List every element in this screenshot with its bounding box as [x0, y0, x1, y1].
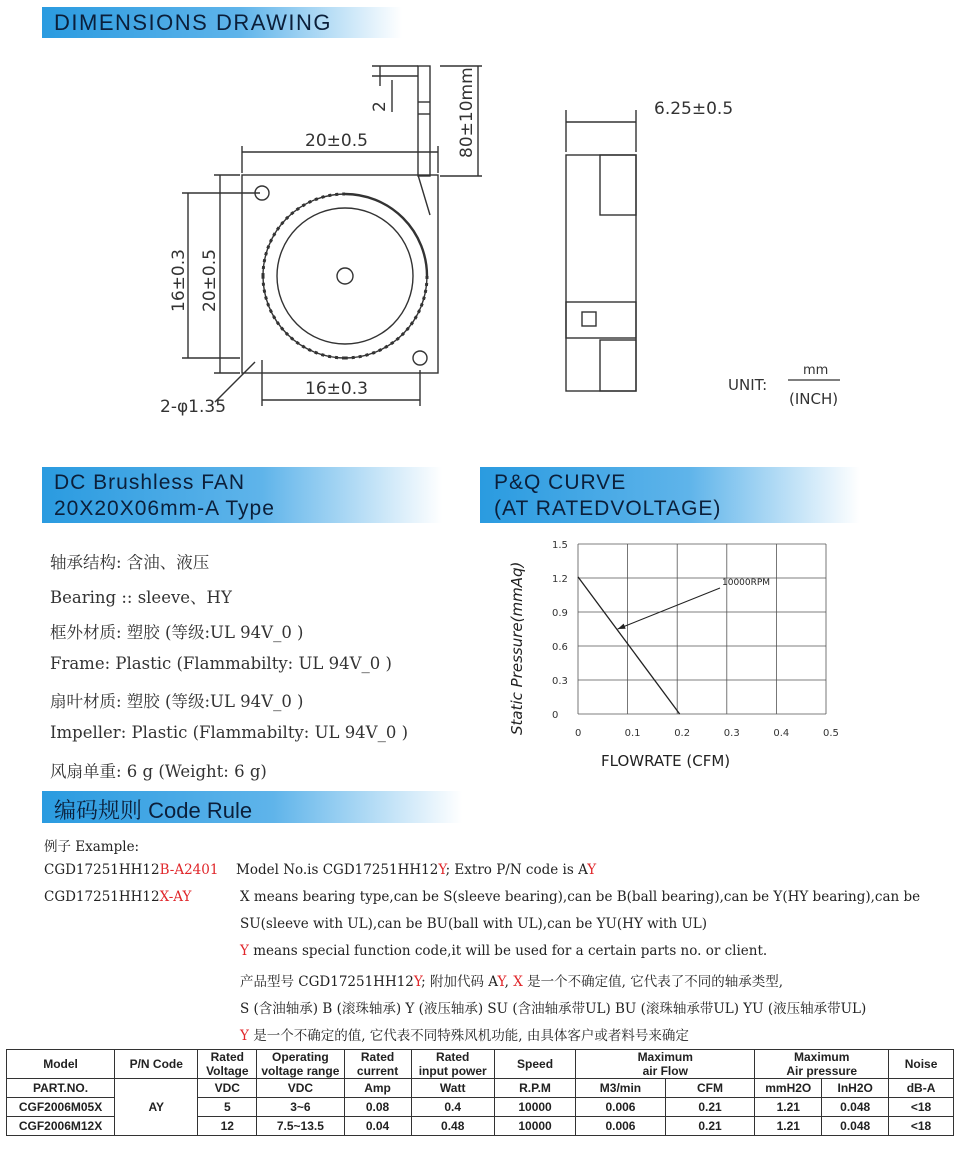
cell-operating-voltage: 3~6: [257, 1098, 344, 1117]
dimensions-drawing-title: DIMENSIONS DRAWING: [54, 10, 332, 35]
spec-impeller-cn: 扇叶材质: 塑胶 (等级:UL 94V_0 ): [50, 692, 304, 711]
dim-width-holes: 16±0.3: [305, 379, 368, 399]
example2-code: CGD17251HH12X-AY: [44, 889, 192, 905]
header-noise: Noise: [889, 1050, 954, 1079]
header-rated-current: Rated current: [344, 1050, 411, 1079]
spec-bearing-cn: 轴承结构: 含油、液压: [50, 553, 210, 572]
cell-input-power: 0.48: [411, 1117, 494, 1136]
y-axis-label: Static Pressure(mmAq): [508, 561, 526, 735]
cell-pressure-inh2o: 0.048: [822, 1098, 889, 1117]
example-label: 例子 Example:: [44, 839, 140, 855]
bearing-type-ul-description: SU(sleeve with UL),can be BU(ball with UL),can be YU(HY with UL): [240, 916, 708, 932]
header-rated-input-power: Rated input power: [411, 1050, 494, 1079]
code-rule-title: 编码规则 Code Rule: [54, 798, 253, 823]
header-operating-voltage: Operating voltage range: [257, 1050, 344, 1079]
unit-amp: Amp: [344, 1079, 411, 1098]
dim-holes: 2-φ1.35: [160, 397, 227, 417]
cell-operating-voltage: 7.5~13.5: [257, 1117, 344, 1136]
unit-label: UNIT:: [728, 376, 768, 394]
pq-curve-banner: [480, 467, 860, 523]
header-speed: Speed: [494, 1050, 575, 1079]
cell-part-no: CGF2006M05X: [7, 1098, 115, 1117]
unit-part-no: PART.NO.: [7, 1079, 115, 1098]
cell-noise: <18: [889, 1098, 954, 1117]
cell-airflow-m3: 0.006: [576, 1117, 666, 1136]
x-tick-label: 0.1: [624, 728, 641, 739]
table-unit-row: [7, 1079, 954, 1098]
dimensions-drawing: [0, 40, 960, 420]
unit-watt: Watt: [411, 1079, 494, 1098]
impeller-hub: [337, 268, 353, 284]
unit-m3-min: M3/min: [576, 1079, 666, 1098]
dim-lead-gap: 2: [370, 101, 390, 112]
unit-mm: mm: [803, 363, 829, 378]
x-tick-label: 0.5: [823, 728, 839, 739]
dim-lead-length: 80±10mm: [457, 67, 477, 158]
code-rule-cn-special: Y 是一个不确定的值, 它代表不同特殊风机功能, 由具体客户或者料号来确定: [240, 1028, 689, 1044]
dim-thickness: 6.25±0.5: [654, 99, 734, 119]
pn-code-value: AY: [115, 1079, 198, 1136]
y-tick-label: 0.3: [552, 676, 568, 687]
header-max-air-pressure: Maximum Air pressure: [755, 1050, 889, 1079]
header-model: Model: [7, 1050, 115, 1079]
y-tick-label: 0.6: [552, 642, 568, 653]
mount-hole-bottom-right: [413, 351, 427, 365]
spec-frame-en: Frame: Plastic (Flammabilty: UL 94V_0 ): [50, 654, 392, 673]
y-tick-label: 1.5: [552, 540, 568, 551]
y-tick-label: 0: [552, 710, 559, 721]
x-tick-label: 0.2: [674, 728, 691, 739]
cell-rated-voltage: 12: [198, 1117, 257, 1136]
unit-dba: dB-A: [889, 1079, 954, 1098]
header-max-air-flow: Maximum air Flow: [576, 1050, 755, 1079]
spec-impeller-en: Impeller: Plastic (Flammabilty: UL 94V_0 ): [50, 723, 409, 742]
specification-table: [6, 1049, 954, 1136]
unit-cfm: CFM: [665, 1079, 755, 1098]
y-tick-label: 1.2: [552, 574, 568, 585]
cell-part-no: CGF2006M12X: [7, 1117, 115, 1136]
cell-input-power: 0.4: [411, 1098, 494, 1117]
cell-rated-current: 0.08: [344, 1098, 411, 1117]
spec-frame-cn: 框外材质: 塑胶 (等级:UL 94V_0 ): [50, 623, 304, 642]
header-pn-code: P/N Code: [115, 1050, 198, 1079]
unit-vdc: VDC: [198, 1079, 257, 1098]
cell-airflow-cfm: 0.21: [665, 1098, 755, 1117]
fan-title-line1: DC Brushless FAN: [54, 471, 246, 494]
unit-inh2o: InH2O: [822, 1079, 889, 1098]
code-rule-cn-bearing-list: S (含油轴承) B (滚珠轴承) Y (液压轴承) SU (含油轴承带UL) BU (滚珠轴承带UL) YU (液压轴承带UL): [240, 1001, 867, 1017]
impeller-inner: [277, 208, 413, 344]
cell-noise: <18: [889, 1117, 954, 1136]
pq-curve-title-line2: (AT RATEDVOLTAGE): [494, 497, 722, 520]
fan-frame-side: [566, 155, 636, 391]
spec-bearing-en: Bearing :: sleeve、HY: [50, 588, 232, 607]
unit-mmh2o: mmH2O: [755, 1079, 822, 1098]
dim-width-top: 20±0.5: [305, 131, 368, 151]
dim-height-outer: 20±0.5: [200, 249, 220, 312]
series-line-10000rpm: [578, 577, 680, 714]
code-rule-banner: [42, 791, 462, 823]
x-tick-label: 0.3: [723, 728, 740, 739]
cell-rated-voltage: 5: [198, 1098, 257, 1117]
example1-code: CGD17251HH12B-A2401: [44, 862, 219, 878]
bearing-type-description: X means bearing type,can be S(sleeve bearing),can be B(ball bearing),can be Y(HY bearing),can be: [240, 889, 921, 905]
x-axis-label: FLOWRATE (CFM): [601, 752, 731, 770]
unit-rpm: R.P.M: [494, 1079, 575, 1098]
cell-rated-current: 0.04: [344, 1117, 411, 1136]
series-label-10000rpm: 10000RPM: [722, 578, 771, 588]
y-tick-label: 0.9: [552, 608, 568, 619]
lead-wire: [418, 66, 430, 176]
cell-speed: 10000: [494, 1117, 575, 1136]
x-tick-label: 0.4: [773, 728, 790, 739]
pq-curve-title-line1: P&Q CURVE: [494, 471, 627, 494]
cell-pressure-mmh2o: 1.21: [755, 1117, 822, 1136]
unit-vdc-range: VDC: [257, 1079, 344, 1098]
code-rule-cn-line1: 产品型号 CGD17251HH12Y; 附加代码 AY, X 是一个不确定值, 它代表了不同的轴承类型,: [240, 974, 784, 990]
fan-title-banner: [42, 467, 442, 523]
cell-pressure-inh2o: 0.048: [822, 1117, 889, 1136]
dimensions-drawing-banner: [42, 7, 402, 38]
cell-airflow-m3: 0.006: [576, 1098, 666, 1117]
fan-title-line2: 20X20X06mm-A Type: [54, 497, 275, 520]
dim-height-holes: 16±0.3: [169, 249, 189, 312]
cell-speed: 10000: [494, 1098, 575, 1117]
example1-text: Model No.is CGD17251HH12Y; Extro P/N code is AY: [236, 862, 597, 878]
unit-inch: (INCH): [789, 390, 839, 408]
spec-weight: 风扇单重: 6 g (Weight: 6 g): [50, 762, 267, 781]
header-rated-voltage: Rated Voltage: [198, 1050, 257, 1079]
special-function-description: Y means special function code,it will be used for a certain parts no. or client.: [240, 943, 768, 959]
cell-airflow-cfm: 0.21: [665, 1117, 755, 1136]
cell-pressure-mmh2o: 1.21: [755, 1098, 822, 1117]
x-tick-label: 0: [575, 728, 582, 739]
pq-curve-chart: [500, 530, 860, 780]
